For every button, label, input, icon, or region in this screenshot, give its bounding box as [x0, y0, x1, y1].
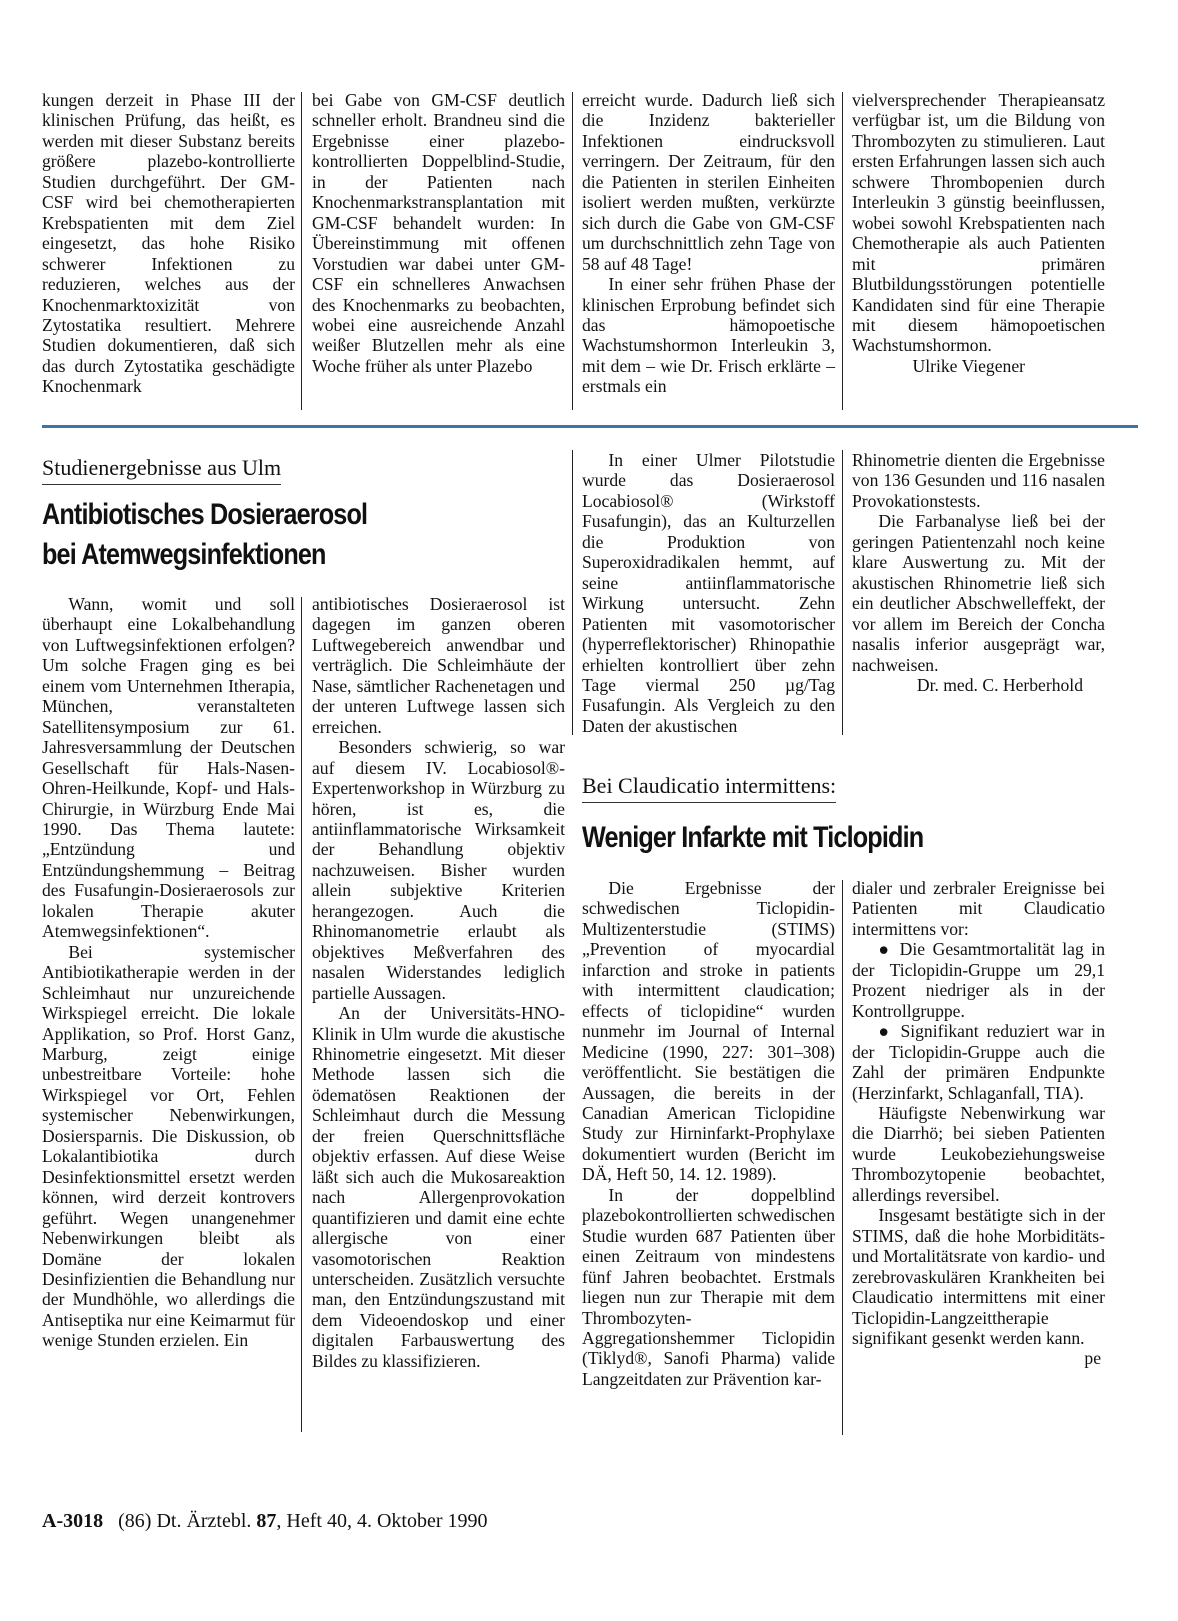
article1-column-4	[852, 450, 1105, 695]
author-signature: Dr. med. C. Herberhold	[916, 674, 1083, 695]
paragraph: Bei systemischer Antibiotikatherapie werden in der Schleimhaut nur unzureichende Wirkspiegel erreicht. Die lokale Applikation, so Prof. Horst Ganz, Marburg, zeigt einige unbestreitbare Vorteile: hohe Wirkspiegel vor Ort, Fehlen systemischer Nebenwirkungen, Dosiersparnis. Die Diskussion, ob Lokalantibiotika durch Desinfektionsmittel ersetzt werden können, wird derzeit kontrovers geführt. Wegen unangenehmer Nebenwirkungen bleibt als Domäne der lokalen Desinfizientien die Behandlung nur der Mundhöhle, wo allerdings die Antiseptika nur eine Keimarmut für wenige Stunden erzielen. Ein	[42, 941, 295, 1351]
paragraph: dialer und zerbraler Ereignisse bei Patienten mit Claudicatio intermittens vor:	[852, 878, 1105, 939]
top-column-1	[42, 90, 295, 397]
article-headline-line-1: Antibiotisches Dosieraerosol	[42, 498, 368, 531]
article-headline: Weniger Infarkte mit Ticlopidin	[582, 821, 924, 854]
bullet-paragraph: ● Signifikant reduziert war in der Ticlopidin-Gruppe auch die Zahl der primären Endpunkte (Herzinfarkt, Schlaganfall, TIA).	[852, 1021, 1105, 1103]
article-kicker: Bei Claudicatio intermittens:	[582, 773, 836, 803]
paragraph: In der doppelblind plazebokontrollierten schwedischen Studie wurden 687 Patienten über einen Zeitraum von mindestens fünf Jahren beobachtet. Erstmals liegen nun zur Therapie mit dem Thrombozyten-Aggregationshemmer Ticlopidin (Tiklyd®, Sanofi Pharma) valide Langzeitdaten zur Prävention kar-	[582, 1184, 835, 1389]
paragraph: In einer sehr frühen Phase der klinischen Erprobung befindet sich das hämopoetische Wachstumshormon Interleukin 3, mit dem – wie Dr. Frisch erklärte – erstmals ein	[582, 274, 835, 397]
article1-column-2	[312, 594, 565, 1371]
column-divider	[842, 880, 843, 1435]
volume-number: 87	[256, 1510, 277, 1532]
article2-column-1	[582, 878, 835, 1389]
top-column-3	[582, 90, 835, 397]
paragraph: Wann, womit und soll überhaupt eine Lokalbehandlung von Luftwegsinfektionen erfolgen? Um solche Fragen ging es bei einem vom Unternehmen Itherapia, München, veranstalteten Satellitensymposium zur 61. Jahresversammlung der Deutschen Gesellschaft für Hals-Nasen-Ohren-Heilkunde, Kopf- und Hals-Chirurgie, in Würzburg Ende Mai 1990. Das Thema lautete: „Entzündung und Entzündungshemmung – Beitrag des Fusafungin-Dosieraerosols zur lokalen Therapie akuter Atemwegsinfektionen“.	[42, 594, 295, 942]
paragraph: An der Universitäts-HNO-Klinik in Ulm wurde die akustische Rhinometrie eingesetzt. Mit dieser Methode lassen sich die ödematösen Reaktionen der Schleimhaut durch die Messung der freien Querschnittsfläche objektiv erfassen. Auf diese Weise läßt sich auch die Mukosareaktion nach Allergenprovokation quantifizieren und damit eine echte allergische von einer vasomotorischen Reaktion unterscheiden. Zusätzlich versuchte man, den Entzündungszustand mit dem Videoendoskop und einer digitalen Farbauswertung des Bildes zu klassifizieren.	[312, 1003, 565, 1371]
article1-column-3	[582, 450, 835, 736]
paragraph: bei Gabe von GM-CSF deutlich schneller erholt. Brandneu sind die Ergebnisse einer plazebo-kontrollierten Doppelblind-Studie, in der Patienten nach Knochenmarkstransplantation mit GM-CSF behandelt wurden: In Übereinstimmung mit offenen Vorstudien war dabei unter GM-CSF ein schnelleres Anwachsen des Knochenmarks zu beobachten, wobei eine ausreichende Anzahl weißer Blutzellen mehr als eine Woche früher als unter Plazebo	[312, 90, 565, 376]
paragraph: Rhinometrie dienten die Ergebnisse von 136 Gesunden und 116 nasalen Provokationstests.	[852, 450, 1105, 511]
page-number: (86)	[118, 1510, 152, 1532]
page-code: A-3018	[42, 1510, 104, 1532]
column-divider	[572, 92, 573, 410]
issue-info: , Heft 40, 4. Oktober 1990	[276, 1510, 488, 1532]
paragraph: kungen derzeit in Phase III der klinischen Prüfung, das heißt, es werden mit dieser Substanz bereits größere plazebo-kontrollierte Studien durchgeführt. Der GM-CSF wird bei chemotherapierten Krebspatienten mit dem Ziel eingesetzt, das hohe Risiko schwerer Infektionen zu reduzieren, welches aus der Knochenmarktoxizität von Zytostatika resultiert. Mehrere Studien dokumentieren, daß sich das durch Zytostatika geschädigte Knochenmark	[42, 90, 295, 397]
bullet-paragraph: ● Die Gesamtmortalität lag in der Ticlopidin-Gruppe um 29,1 Prozent niedriger als in der Kontrollgruppe.	[852, 939, 1105, 1021]
paragraph: In einer Ulmer Pilotstudie wurde das Dosieraerosol Locabiosol® (Wirkstoff Fusafungin), das an Kulturzellen die Produktion von Superoxidradikalen hemmt, auf seine antiinflammatorische Wirkung untersucht. Zehn Patienten mit vasomotorischer (hyperreflektorischer) Rhinopathie erhielten kontrolliert über zehn Tage viermal 250 µg/Tag Fusafungin. Als Vergleich zu den Daten der akustischen	[582, 450, 835, 736]
paragraph: antibiotisches Dosieraerosol ist dagegen im ganzen oberen Luftwegebereich anwendbar und verträglich. Die Schleimhäute der Nase, sämtlicher Rachenetagen und der unteren Luftwege lassen sich erreichen.	[312, 594, 565, 737]
section-separator	[42, 425, 1138, 428]
paragraph: vielversprechender Therapieansatz verfügbar ist, um die Bildung von Thrombozyten zu stimulieren. Laut ersten Erfahrungen lassen sich auch schwere Thrombopenien durch Interleukin 3 günstig beeinflussen, wobei sowohl Krebspatienten nach Chemotherapie als auch Patienten mit primären Blutbildungsstörungen potentielle Kandidaten sind für eine Therapie mit diesem hämopoetischen Wachstumshormon.	[852, 90, 1105, 356]
article1-column-1	[42, 594, 295, 1351]
journal-name: Dt. Ärztebl.	[156, 1510, 252, 1532]
paragraph: Häufigste Nebenwirkung war die Diarrhö; bei sieben Patienten wurde Leukobeziehungsweise Thrombozytopenie beobachtet, allerdings reversibel.	[852, 1102, 1105, 1205]
column-divider	[301, 92, 302, 410]
article2-column-2	[852, 878, 1105, 1369]
article-kicker: Studienergebnisse aus Ulm	[42, 455, 281, 485]
paragraph: Die Farbanalyse ließ bei der geringen Patientenzahl noch keine klare Auswertung zu. Mit der akustischen Rhinometrie ließ sich ein deutlicher Abschwelleffekt, der vor allem im Bereich der Concha nasalis inferior ausgeprägt war, nachweisen.	[852, 511, 1105, 675]
author-signature: pe	[1084, 1348, 1101, 1369]
paragraph: erreicht wurde. Dadurch ließ sich die Inzidenz bakterieller Infektionen eindrucksvoll verringern. Der Zeitraum, für den die Patienten in sterilen Einheiten isoliert werden mußten, verkürzte sich durch die Gabe von GM-CSF um durchschnittlich zehn Tage von 58 auf 48 Tage!	[582, 90, 835, 274]
paragraph: Insgesamt bestätigte sich in der STIMS, daß die hohe Morbiditäts- und Mortalitätsrate von kardio- und zerebrovaskulären Krankheiten bei Claudicatio intermittens mit einer Ticlopidin-Langzeittherapie signifikant gesenkt werden kann.	[852, 1205, 1105, 1348]
paragraph: Besonders schwierig, so war auf diesem IV. Locabiosol®-Expertenworkshop in Würzburg zu hören, ist es, die antiinflammatorische Wirksamkeit der Behandlung objektiv nachzuweisen. Bisher wurden allein subjektive Kriterien herangezogen. Auch die Rhinomanometrie erlaubt als objektives Meßverfahren des nasalen Widerstandes lediglich partielle Aussagen.	[312, 737, 565, 1003]
column-divider	[842, 92, 843, 410]
column-divider	[572, 450, 573, 735]
top-column-2	[312, 90, 565, 376]
article-headline-line-2: bei Atemwegsinfektionen	[42, 538, 326, 571]
top-column-4	[852, 90, 1105, 376]
column-divider	[301, 597, 302, 1432]
paragraph: Die Ergebnisse der schwedischen Ticlopidin-Multizenterstudie (STIMS) „Prevention of myocardial infarction and stroke in patients with intermittent claudication; effects of ticlopidine“ wurden nunmehr im Journal of Internal Medicine (1990, 227: 301–308) veröffentlicht. Sie bestätigen die Aussagen, die bereits in der Canadian American Ticlopidine Study zur Hirninfarkt-Prophylaxe dokumentiert wurden (Bericht im DÄ, Heft 50, 14. 12. 1989).	[582, 878, 835, 1185]
page-footer	[42, 1510, 488, 1533]
column-divider	[842, 450, 843, 735]
author-signature: Ulrike Viegener	[912, 355, 1025, 376]
